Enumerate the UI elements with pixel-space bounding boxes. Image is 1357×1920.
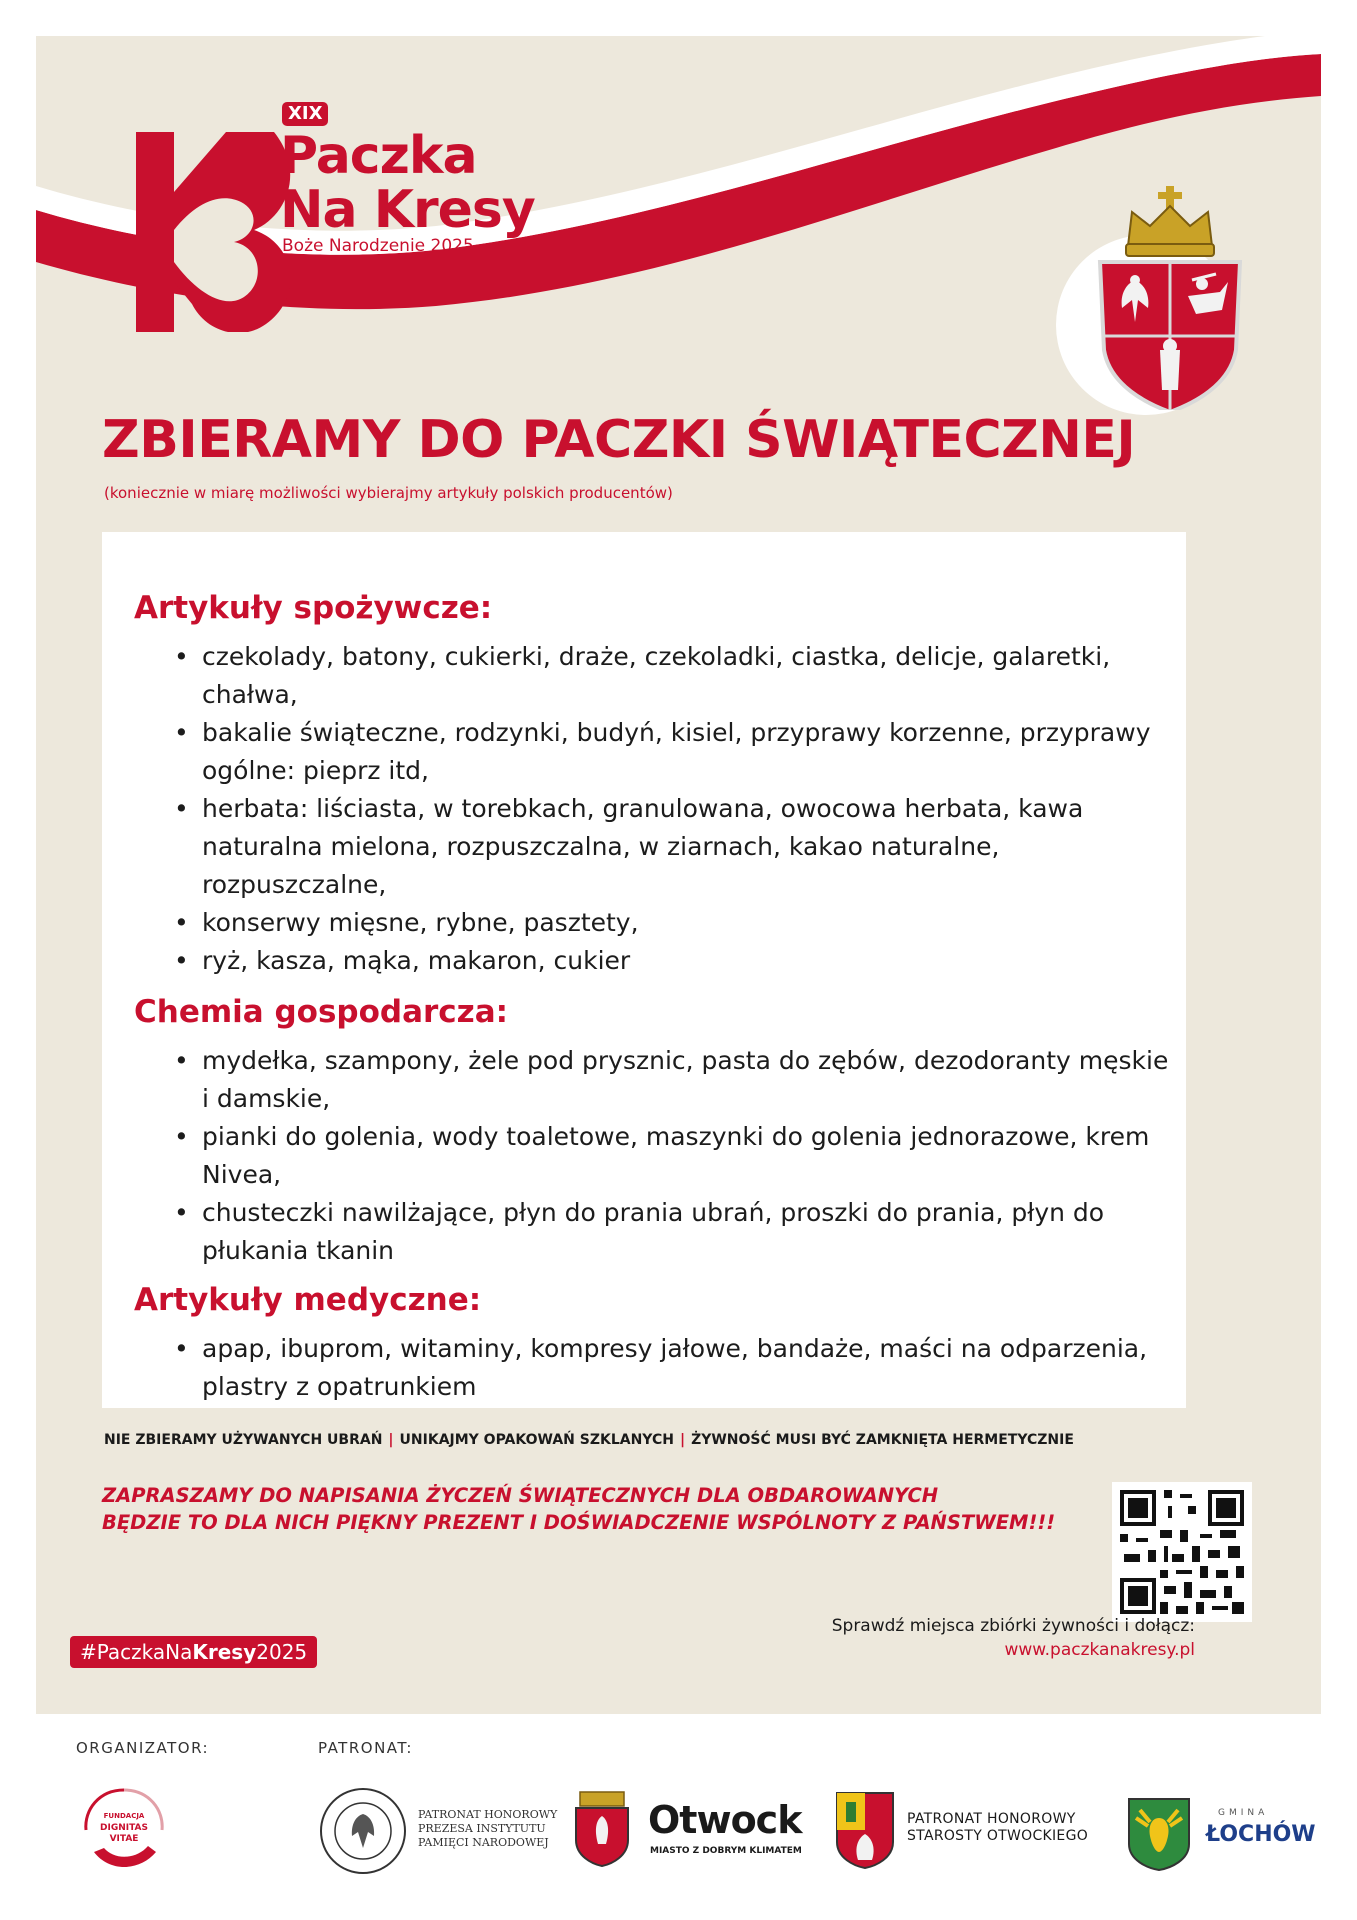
otwock-coat-of-arms-icon xyxy=(572,1790,632,1868)
section-heading-chemicals: Chemia gospodarcza: xyxy=(134,994,509,1030)
invitation-text xyxy=(102,1482,1055,1536)
hashtag-suffix: 2025 xyxy=(256,1640,308,1664)
list-item: • bakalie świąteczne, rodzynki, budyń, kisiel, przyprawy korzenne, przyprawy ogólne: pieprz itd, xyxy=(174,714,1174,790)
list-item: • konserwy mięsne, rybne, pasztety, xyxy=(174,904,1174,942)
invitation-line: BĘDZIE TO DLA NICH PIĘKNY PREZENT I DOŚWIADCZENIE WSPÓLNOTY Z PAŃSTWEM!!! xyxy=(102,1511,1056,1534)
organizer-label: ORGANIZATOR: xyxy=(76,1739,210,1757)
hashtag-bold: Kresy xyxy=(192,1640,257,1664)
brand-name-line2: Na Kresy xyxy=(280,180,535,240)
ipn-text-line: PATRONAT HONOROWY xyxy=(418,1808,558,1821)
collection-points-text: Sprawdź miejsca zbiórki żywności i dołącz: xyxy=(831,1616,1195,1636)
campaign-hashtag xyxy=(70,1636,317,1668)
starosta-patronage-text xyxy=(907,1811,1088,1845)
coat-of-arms-icon xyxy=(1080,150,1260,410)
gmina-label: GMINA xyxy=(1218,1808,1269,1818)
lochow-logo-text: ŁOCHÓW xyxy=(1206,1822,1316,1847)
list-item: • pianki do golenia, wody toaletowe, maszynki do golenia jednorazowe, krem Nivea, xyxy=(174,1118,1174,1194)
list-item: • herbata: liściasta, w torebkach, granulowana, owocowa herbata, kawa naturalna mielona, rozpuszczalna, w ziarnach, kakao naturalne, rozpuszczalne, xyxy=(174,790,1174,904)
otwock-logo-text: Otwock xyxy=(648,1798,802,1842)
ipn-patronage-text xyxy=(418,1808,557,1850)
page-title: ZBIERAMY DO PACZKI ŚWIĄTECZNEJ xyxy=(102,410,1136,470)
food-items-list xyxy=(174,638,1174,980)
ipn-text-line: PAMIĘCI NARODOWEJ xyxy=(418,1836,549,1849)
brand-subtitle: Boże Narodzenie 2025 xyxy=(282,236,474,256)
collection-points-info xyxy=(832,1614,1195,1662)
patron-label: PATRONAT: xyxy=(318,1739,413,1757)
list-item: • apap, ibuprom, witaminy, kompresy jałowe, bandaże, maści na odparzenia, plastry z opatrunkiem xyxy=(174,1330,1174,1406)
chemicals-items-list xyxy=(174,1042,1174,1270)
brand-name-line1: Paczka xyxy=(280,126,477,186)
hashtag-prefix: #PaczkaNa xyxy=(80,1640,193,1664)
medical-items-list xyxy=(174,1330,1174,1406)
paczka-na-kresy-logo-icon xyxy=(136,132,296,332)
lochow-coat-of-arms-icon xyxy=(1126,1796,1192,1872)
rule-text: ŻYWNOŚĆ MUSI BYĆ ZAMKNIĘTA HERMETYCZNIE xyxy=(691,1432,1074,1448)
svg-text:FUNDACJA: FUNDACJA xyxy=(103,1812,145,1820)
list-item: • chusteczki nawilżające, płyn do prania ubrań, proszki do prania, płyn do płukania tkanin xyxy=(174,1194,1174,1270)
donation-list-panel xyxy=(102,532,1186,1408)
section-heading-medical: Artykuły medyczne: xyxy=(134,1282,482,1318)
svg-text:DIGNITAS: DIGNITAS xyxy=(100,1823,148,1833)
separator: | xyxy=(388,1432,394,1448)
website-link[interactable]: www.paczkanakresy.pl xyxy=(1004,1640,1195,1660)
rule-text: NIE ZBIERAMY UŻYWANYCH UBRAŃ xyxy=(104,1432,383,1448)
svg-text:VITAE: VITAE xyxy=(109,1834,139,1844)
list-item: • czekolady, batony, cukierki, draże, czekoladki, ciastka, delicje, galaretki, chałwa, xyxy=(174,638,1174,714)
otwock-county-coat-of-arms-icon xyxy=(834,1790,896,1870)
list-item: • ryż, kasza, mąka, makaron, cukier xyxy=(174,942,1174,980)
starosta-text-line: STAROSTY OTWOCKIEGO xyxy=(907,1828,1089,1844)
invitation-line: ZAPRASZAMY DO NAPISANIA ŻYCZEŃ ŚWIĄTECZNYCH DLA OBDAROWANYCH xyxy=(102,1484,939,1507)
ipn-seal-icon xyxy=(318,1786,408,1876)
separator: | xyxy=(679,1432,686,1448)
rule-text: UNIKAJMY OPAKOWAŃ SZKLANYCH xyxy=(399,1432,674,1448)
page-subtitle: (koniecznie w miarę możliwości wybierajmy artykuły polskich producentów) xyxy=(104,484,673,502)
dignitas-vitae-foundation-logo-icon xyxy=(74,1780,174,1880)
edition-badge: XIX xyxy=(282,102,328,126)
collection-rules xyxy=(104,1432,1074,1448)
starosta-text-line: PATRONAT HONOROWY xyxy=(907,1811,1076,1827)
ipn-text-line: PREZESA INSTYTUTU xyxy=(418,1822,546,1835)
qr-code-icon[interactable] xyxy=(1112,1482,1252,1622)
section-heading-food: Artykuły spożywcze: xyxy=(134,590,493,626)
list-item: • mydełka, szampony, żele pod prysznic, pasta do zębów, dezodoranty męskie i damskie, xyxy=(174,1042,1174,1118)
otwock-slogan: MIASTO Z DOBRYM KLIMATEM xyxy=(650,1846,802,1856)
